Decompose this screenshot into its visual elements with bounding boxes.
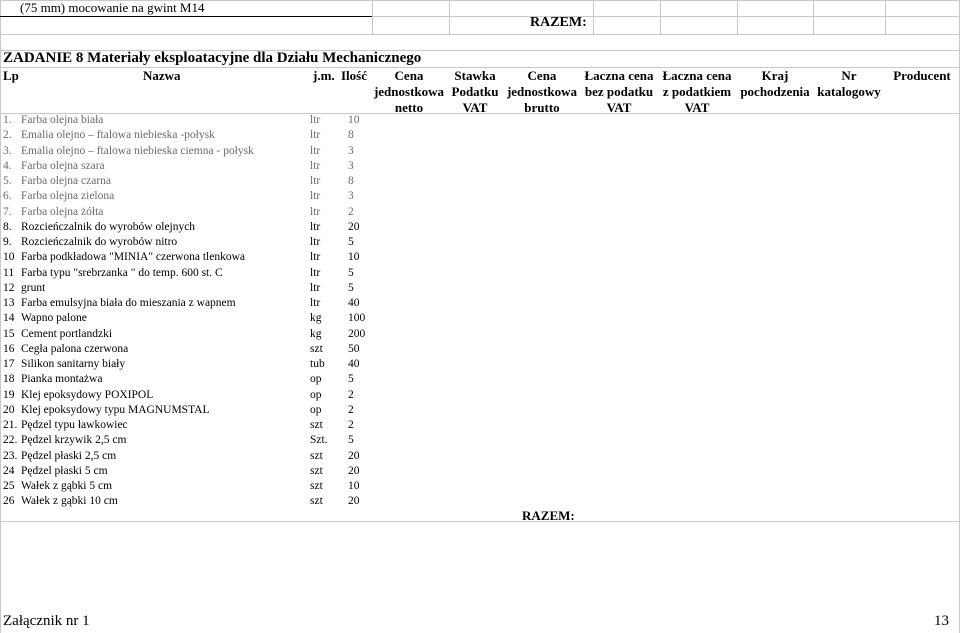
row-name: Farba olejna żółta (21, 205, 104, 218)
row-name: Farba olejna czarna (21, 175, 112, 187)
row-name: Pędzel typu ławkowiec (21, 419, 128, 431)
row-lp: 25 (3, 480, 15, 492)
row-quantity: 10 (348, 251, 360, 264)
row-lp: 11 (3, 266, 15, 279)
row-lp: 8. (3, 220, 12, 233)
row-name: Wałek z gąbki 5 cm (21, 480, 113, 492)
row-quantity: 2 (348, 205, 354, 218)
header-lp: Lp (3, 68, 19, 83)
header-line: netto (394, 100, 424, 115)
page-title: ZADANIE 8 Materiały eksploatacyjne dla Działu Mechanicznego (3, 50, 422, 66)
row-quantity: 40 (348, 297, 360, 309)
row-quantity: 20 (348, 220, 360, 233)
header-laczna-bez (581, 68, 657, 116)
table-row (0, 220, 380, 235)
table-row (0, 159, 380, 174)
table-row (0, 311, 380, 326)
table-row (0, 464, 380, 479)
row-unit: tub (310, 358, 325, 370)
grid-line (449, 0, 450, 34)
page-number: 13 (934, 613, 949, 629)
table-row (0, 433, 380, 448)
row-name: Farba typu "srebrzanka " do temp. 600 st. C (21, 266, 223, 279)
row-unit: ltr (310, 205, 321, 218)
header-line: pochodzenia (740, 84, 810, 99)
table-row (0, 296, 380, 311)
row-name: Klej epoksydowy POXIPOL (21, 388, 154, 401)
row-quantity: 20 (348, 464, 360, 477)
row-unit: szt (310, 419, 323, 431)
row-quantity: 8 (348, 175, 354, 187)
table-row (0, 372, 380, 387)
row-lp: 15 (3, 327, 15, 340)
header-nazwa: Nazwa (143, 68, 181, 83)
cell-border (0, 16, 372, 17)
row-quantity: 5 (348, 281, 354, 294)
row-unit: ltr (310, 251, 321, 264)
row-unit: szt (310, 342, 323, 355)
row-lp: 22. (3, 434, 18, 447)
header-jm: j.m. (313, 68, 335, 83)
header-line: Nr (841, 68, 857, 83)
row-unit: ltr (310, 281, 321, 294)
header-line: Podatku (451, 84, 499, 99)
row-quantity: 2 (348, 419, 354, 431)
header-line: VAT (684, 100, 710, 115)
row-lp: 26 (3, 495, 15, 508)
table-row (0, 418, 380, 433)
grid-line (0, 521, 960, 522)
row-lp: 4. (3, 159, 12, 172)
header-cena-brutto (505, 68, 579, 116)
header-nr (813, 68, 885, 100)
row-unit: Szt. (310, 434, 328, 447)
row-quantity: 3 (348, 144, 354, 157)
row-quantity: 10 (348, 480, 360, 492)
table-row (0, 327, 380, 342)
row-name: Wapno palone (21, 312, 87, 325)
row-quantity: 50 (348, 342, 360, 355)
row-name: Farba olejna biała (21, 114, 104, 126)
row-quantity: 20 (348, 449, 360, 462)
row-unit: szt (310, 449, 323, 462)
header-line: jednostkowa (373, 84, 445, 99)
row-unit: szt (310, 495, 323, 508)
table-row (0, 494, 380, 509)
row-quantity: 8 (348, 129, 354, 142)
row-unit: op (310, 373, 322, 386)
item-table (0, 113, 380, 510)
row-quantity: 5 (348, 434, 354, 447)
table-row (0, 128, 380, 143)
header-stawka (449, 68, 501, 116)
row-name: Farba olejna szara (21, 159, 105, 172)
row-name: Pędzel krzywik 2,5 cm (21, 434, 127, 447)
row-name: Cement portlandzki (21, 327, 113, 340)
row-name: Emalia olejno – ftalowa niebieska -połysk (21, 129, 215, 142)
row-unit: szt (310, 480, 323, 492)
table-row (0, 174, 380, 189)
table-row (0, 250, 380, 265)
row-unit: ltr (310, 297, 321, 309)
row-lp: 1. (3, 114, 12, 126)
row-name: Pędzel płaski 5 cm (21, 464, 108, 477)
row-unit: kg (310, 327, 322, 340)
header-laczna-z (659, 68, 735, 116)
table-row (0, 479, 380, 494)
header-ilosc: Ilość (341, 68, 367, 83)
row-lp: 7. (3, 205, 12, 218)
row-lp: 21. (3, 419, 18, 431)
table-row (0, 266, 380, 281)
row-name: Rozcieńczalnik do wyrobów olejnych (21, 220, 196, 233)
row-lp: 10 (3, 251, 15, 264)
table-row (0, 144, 380, 159)
grid-line (593, 0, 594, 34)
table-row (0, 189, 380, 204)
row-unit: op (310, 403, 322, 416)
table-row (0, 403, 380, 418)
header-line: jednostkowa (506, 84, 578, 99)
grid-line (372, 0, 373, 34)
row-quantity: 10 (348, 114, 360, 126)
header-line: brutto (524, 100, 560, 115)
row-name: grunt (21, 281, 46, 294)
header-cena-netto (370, 68, 448, 116)
table-row (0, 281, 380, 296)
row-name: Emalia olejno – ftalowa niebieska ciemna - połysk (21, 144, 254, 157)
row-lp: 14 (3, 312, 15, 325)
razem-top-label: RAZEM: (530, 15, 587, 30)
previous-item-fragment: (75 mm) mocowanie na gwint M14 (20, 0, 205, 15)
row-lp: 2. (3, 129, 12, 142)
header-line: Łaczna cena (662, 68, 732, 83)
row-lp: 9. (3, 236, 12, 248)
row-quantity: 100 (348, 312, 366, 325)
header-producent: Producent (893, 68, 951, 83)
header-kraj (737, 68, 813, 100)
row-name: Pianka montażwa (21, 373, 103, 386)
row-unit: ltr (310, 129, 321, 142)
header-line: Stawka (454, 68, 496, 83)
table-row (0, 235, 380, 250)
header-line: VAT (606, 100, 632, 115)
footer-attachment: Załącznik nr 1 (3, 613, 90, 629)
header-line: Cena (527, 68, 557, 83)
row-lp: 5. (3, 175, 12, 187)
row-quantity: 5 (348, 236, 354, 248)
row-lp: 6. (3, 190, 12, 203)
row-name: Farba podkładowa "MINIA" czerwona tlenkowa (21, 251, 245, 264)
row-quantity: 40 (348, 358, 360, 370)
row-unit: ltr (310, 159, 321, 172)
table-row (0, 357, 380, 372)
row-lp: 18 (3, 373, 15, 386)
row-quantity: 5 (348, 373, 354, 386)
row-lp: 3. (3, 144, 12, 157)
row-quantity: 5 (348, 266, 354, 279)
row-unit: ltr (310, 190, 321, 203)
header-line: Kraj (761, 68, 789, 83)
header-line: bez podatku (584, 84, 654, 99)
row-name: Cegła palona czerwona (21, 342, 129, 355)
row-name: Rozcieńczalnik do wyrobów nitro (21, 236, 178, 248)
header-line: Cena (394, 68, 424, 83)
row-lp: 17 (3, 358, 15, 370)
row-quantity: 2 (348, 388, 354, 401)
row-name: Pędzel płaski 2,5 cm (21, 449, 117, 462)
row-quantity: 2 (348, 403, 354, 416)
row-unit: szt (310, 464, 323, 477)
header-line: z podatkiem (662, 84, 732, 99)
header-line: Łaczna cena (584, 68, 654, 83)
header-line: VAT (462, 100, 488, 115)
row-unit: ltr (310, 175, 321, 187)
row-lp: 12 (3, 281, 15, 294)
row-lp: 13 (3, 297, 15, 309)
table-row (0, 388, 380, 403)
table-row (0, 205, 380, 220)
row-quantity: 3 (348, 159, 354, 172)
row-name: Silikon sanitarny biały (21, 358, 126, 370)
razem-bottom-label: RAZEM: (522, 508, 575, 523)
row-unit: ltr (310, 220, 321, 233)
grid-line (0, 34, 960, 35)
row-unit: ltr (310, 236, 321, 248)
row-lp: 24 (3, 464, 15, 477)
row-unit: ltr (310, 266, 321, 279)
table-row (0, 449, 380, 464)
row-lp: 20 (3, 403, 15, 416)
row-quantity: 3 (348, 190, 354, 203)
row-unit: ltr (310, 144, 321, 157)
row-unit: kg (310, 312, 322, 325)
row-name: Farba emulsyjna biała do mieszania z wapnem (21, 297, 236, 309)
row-unit: ltr (310, 114, 321, 126)
header-line: katalogowy (817, 84, 881, 99)
row-lp: 16 (3, 342, 15, 355)
row-name: Farba olejna zielona (21, 190, 115, 203)
row-name: Klej epoksydowy typu MAGNUMSTAL (21, 403, 210, 416)
grid-line (813, 0, 814, 34)
table-row (0, 113, 380, 128)
row-quantity: 200 (348, 327, 366, 340)
grid-line (885, 0, 886, 34)
table-row (0, 342, 380, 357)
grid-line (737, 0, 738, 34)
grid-line (660, 0, 661, 34)
row-quantity: 20 (348, 495, 360, 508)
row-name: Wałek z gąbki 10 cm (21, 495, 118, 508)
row-unit: op (310, 388, 322, 401)
row-lp: 23. (3, 449, 18, 462)
row-lp: 19 (3, 388, 15, 401)
